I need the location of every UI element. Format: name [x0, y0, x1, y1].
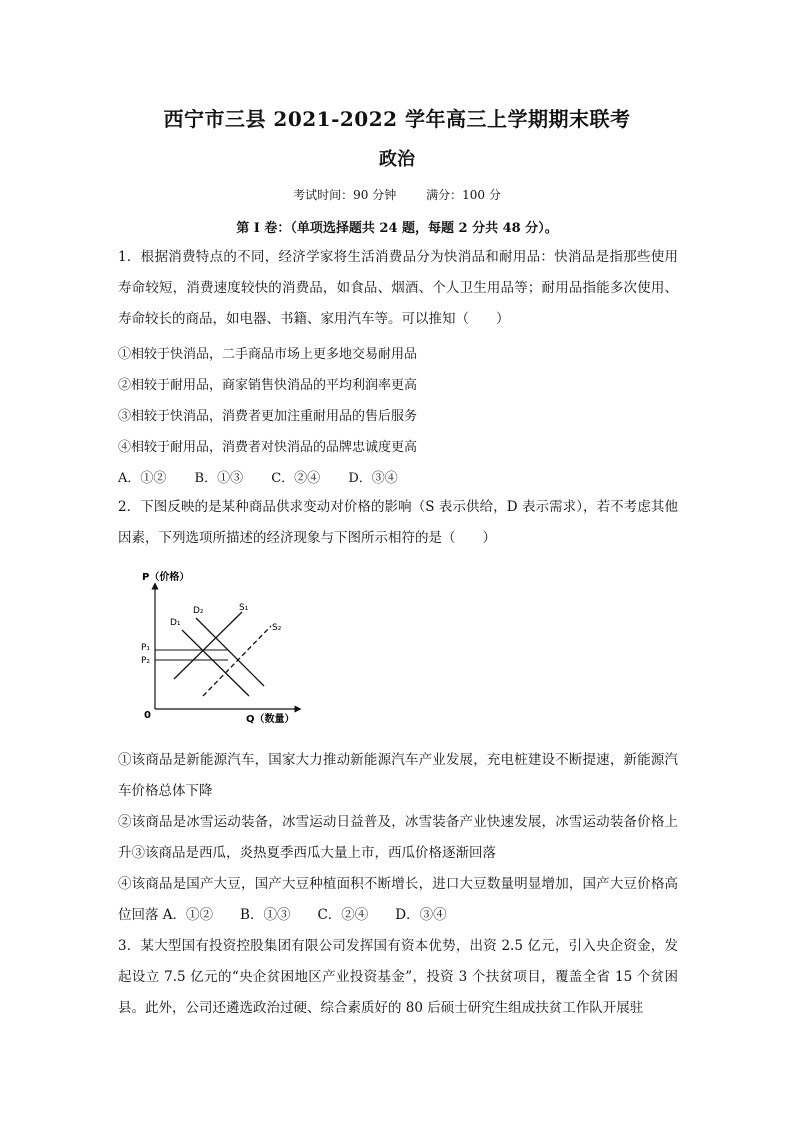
- supply-demand-graph: [138, 566, 308, 731]
- q1-statement-3: ③相较于快消品，消费者更加注重耐用品的售后服务: [118, 409, 418, 424]
- p1-label: P₁: [141, 643, 151, 653]
- q2-statement-1: ①该商品是新能源汽车，国家大力推动新能源汽车产业发展，充电桩建设不断提速，新能源汽车价格总体下降: [118, 752, 678, 799]
- q2-statement-4-options: ④该商品是国产大豆，国产大豆种植面积不断增长，进口大豆数量明显增加，国产大豆价格高位回落 A．①② B．①③ C．②④ D．③④: [118, 876, 678, 923]
- subject-title: 政治: [379, 149, 415, 170]
- d2-label: D₂: [193, 606, 204, 616]
- q1-option-b: B．①③: [194, 471, 244, 486]
- q1-option-d: D．③④: [348, 471, 398, 486]
- q1-option-a: A．①②: [118, 471, 167, 486]
- q2-stem: 2．下图反映的是某种商品供求变动对价格的影响（S 表示供给，D 表示需求），若不考虑其他因素，下列选项所描述的经济现象与下图所示相符的是（ ）: [118, 499, 678, 546]
- exam-time: 考试时间：90 分钟: [293, 188, 397, 202]
- q1-statement-4: ④相较于耐用品，消费者对快消品的品牌忠诚度更高: [118, 440, 418, 455]
- d1-label: D₁: [170, 618, 181, 628]
- s1-label: S₁: [239, 603, 249, 613]
- p2-label: P₂: [141, 656, 151, 666]
- s2-label: S₂: [272, 623, 282, 633]
- x-axis-label: Q（数量）: [246, 714, 295, 725]
- y-axis-label: P（价格）: [142, 572, 190, 583]
- exam-title: 西宁市三县 2021-2022 学年高三上学期期末联考: [163, 107, 631, 131]
- curve-s1: [174, 612, 242, 679]
- section-title: 第 I 卷：（单项选择题共 24 题，每题 2 分共 48 分）。: [236, 221, 558, 236]
- q1-option-c: C．②④: [271, 471, 321, 486]
- q3-stem: 3．某大型国有投资控股集团有限公司发挥国有资本优势，出资 2.5 亿元，引入央企资金，发起设立 7.5 亿元的“央企贫困地区产业投资基金”，投资 3 个扶贫项目，覆盖全省 15 个贫困县。此外，公司还遴选政治过硬、综合素质好的 80 后硕士研究生组成扶贫工作队开展驻: [118, 938, 678, 1016]
- full-score: 满分：100 分: [426, 188, 501, 202]
- curve-d2: [196, 618, 264, 686]
- q1-statement-1: ①相较于快消品，二手商品市场上更多地交易耐用品: [118, 347, 418, 362]
- q1-stem: 1．根据消费特点的不同，经济学家将生活消费品分为快消品和耐用品：快消品是指那些使用寿命较短，消费速度较快的消费品，如食品、烟酒、个人卫生用品等；耐用品指能多次使用、寿命较长的商品，如电器、书籍、家用汽车等。可以推知（ ）: [118, 249, 678, 327]
- curve-d1: [182, 630, 249, 696]
- q1-options: [118, 467, 678, 486]
- origin-label: 0: [144, 710, 151, 721]
- q2-statements-2-3: ②该商品是冰雪运动装备，冰雪运动日益普及，冰雪装备产业快速发展，冰雪运动装备价格上升③该商品是西瓜，炎热夏季西瓜大量上市，西瓜价格逐渐回落: [118, 814, 678, 861]
- q1-statement-2: ②相较于耐用品，商家销售快消品的平均利润率更高: [118, 378, 418, 393]
- exam-meta: [0, 186, 794, 203]
